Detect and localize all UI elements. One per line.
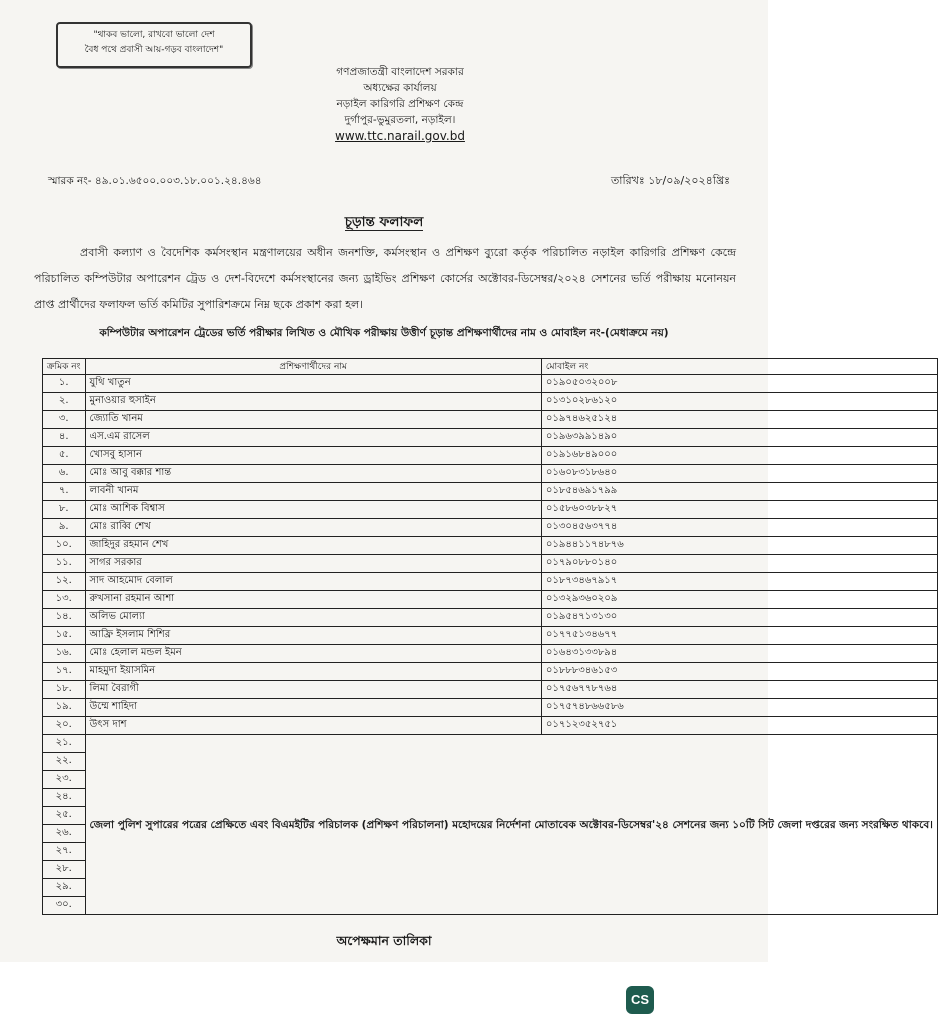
slogan-line-1: "থাকব ভালো, রাখবো ভালো দেশ (93, 30, 215, 40)
mobile-cell: ০১৫৮৬০৩৮৮২৭ (541, 501, 937, 519)
office-name: অধ্যক্ষের কার্যালয় (363, 82, 437, 94)
name-cell: আফ্রি ইসলাম শিশির (85, 627, 541, 645)
mobile-cell: ০১৬০৮৩১৮৬৪০ (541, 465, 937, 483)
page-title (0, 211, 768, 234)
serial-cell: ১২. (43, 573, 86, 591)
serial-cell: ১৯. (43, 699, 86, 717)
serial-cell: ৩. (43, 411, 86, 429)
mobile-cell: ০১৯৪৪১১৭৪৮৭৬ (541, 537, 937, 555)
mobile-cell: ০১৯৬৩৯৯১৪৯০ (541, 429, 937, 447)
table-row (43, 465, 938, 483)
serial-cell: ১. (43, 375, 86, 393)
mobile-cell: ০১৯৫৪৭১৩১৩০ (541, 609, 937, 627)
table-row (43, 483, 938, 501)
serial-cell: ১৪. (43, 609, 86, 627)
waiting-list-heading: অপেক্ষমান তালিকা (336, 933, 432, 948)
memo-number: স্মারক নং- ৪৯.০১.৬৫০০.০০৩.১৮.০০১.২৪.৪৬৪ (48, 175, 262, 187)
serial-cell: ৫. (43, 447, 86, 465)
name-cell: মোঃ রাব্বি শেখ (85, 519, 541, 537)
issue-date: তারিখঃ ১৮/০৯/২০২৪খ্রিঃ (611, 174, 730, 187)
table-subheading: কম্পিউটার অপারেশন ট্রেডের ভর্তি পরীক্ষার লিখিত ও মৌখিক পরীক্ষায় উত্তীর্ণ চূড়ান্ত প্রশিক্ষণার্থীদের নাম ও মোবাইল নং-(মেধাক্রমে নয়) (99, 327, 669, 339)
table-row (43, 555, 938, 573)
name-cell: মোঃ হেলাল মন্ডল ইমন (85, 645, 541, 663)
serial-cell: ১০. (43, 537, 86, 555)
serial-cell: ৬. (43, 465, 86, 483)
mobile-cell: ০১৭৫৭৪৮৬৬৫৮৬ (541, 699, 937, 717)
header-name: প্রশিক্ষণার্থীদের নাম (85, 359, 541, 375)
table-row (43, 429, 938, 447)
name-cell: মোঃ আশিক বিশ্বাস (85, 501, 541, 519)
table-header-row (43, 359, 938, 375)
table-row (43, 411, 938, 429)
camscanner-logo: CS (626, 986, 654, 1014)
mobile-cell: ০১৮৮৮৩৪৬১৫৩ (541, 663, 937, 681)
name-cell: উম্মে শাহিদা (85, 699, 541, 717)
government-name: গণপ্রজাতন্ত্রী বাংলাদেশ সরকার (336, 66, 464, 78)
name-cell: লিমা বৈরাগী (85, 681, 541, 699)
serial-cell: ২৮. (43, 861, 86, 879)
serial-cell: ২০. (43, 717, 86, 735)
table-row (43, 699, 938, 717)
header-serial: ক্রমিক নং (43, 359, 86, 375)
serial-cell: ২১. (43, 735, 86, 753)
institute-name: নড়াইল কারিগরি প্রশিক্ষণ কেন্দ্র (336, 98, 464, 110)
serial-cell: ১৫. (43, 627, 86, 645)
institute-address: দুর্গাপুর-ভুমুরতলা, নড়াইল। (344, 114, 456, 126)
serial-cell: ২৭. (43, 843, 86, 861)
table-row (43, 681, 938, 699)
reserved-seats-note: জেলা পুলিশ সুপারের পত্রের প্রেক্ষিতে এবং বিএমইটির পরিচালক (প্রশিক্ষণ পরিচালনা) মহোদয়ের নির্দেশনা মোতাবেক অক্টোবর-ডিসেম্বর'২৪ সেশনের জন্য ১০টি সিট জেলা দপ্তরের জন্য সংরক্ষিত থাকবে। (85, 735, 937, 915)
serial-cell: ২. (43, 393, 86, 411)
name-cell: এস.এম রাসেল (85, 429, 541, 447)
serial-cell: ১৮. (43, 681, 86, 699)
mobile-cell: ০১৭৫৬৭৭৮৭৬৪ (541, 681, 937, 699)
serial-cell: ২৩. (43, 771, 86, 789)
intro-paragraph: প্রবাসী কল্যাণ ও বৈদেশিক কর্মসংস্থান মন্ত্রণালয়ের অধীন জনশক্তি, কর্মসংস্থান ও প্রশিক্ষণ ব্যুরো কর্তৃক পরিচালিত নড়াইল কারিগরি প্রশিক্ষণ কেন্দ্রে পরিচালিত কম্পিউটার অপারেশন ট্রেড ও দেশ-বিদেশে কর্মসংস্থানের জন্য ড্রাইভিং প্রশিক্ষণ কোর্সের অক্টোবর-ডিসেম্বর/২০২৪ সেশনের ভর্তি পরীক্ষায় মনোনয়ন প্রাপ্ত প্রার্থীদের ফলাফল ভর্তি কমিটির সুপারিশক্রমে নিম্ন ছকে প্রকাশ করা হল। (34, 246, 736, 311)
serial-cell: ৩০. (43, 897, 86, 915)
serial-cell: ৮. (43, 501, 86, 519)
mobile-cell: ০১৩১০২৮৬১২০ (541, 393, 937, 411)
table-row (43, 645, 938, 663)
table-row (43, 519, 938, 537)
serial-cell: ৪. (43, 429, 86, 447)
mobile-cell: ০১৯১৬৮৪৯০০০ (541, 447, 937, 465)
mobile-cell: ০১৭৭৫১৩৪৬৭৭ (541, 627, 937, 645)
mobile-cell: ০১৬৪৩১৩৩৮৯৪ (541, 645, 937, 663)
table-row (43, 393, 938, 411)
mobile-cell: ০১৭৯০৮৮০১৪০ (541, 555, 937, 573)
mobile-cell: ০১৯৭৪৬২৫১২৪ (541, 411, 937, 429)
mobile-cell: ০১৩০৪৫৬৩৭৭৪ (541, 519, 937, 537)
table-row (43, 627, 938, 645)
results-table (42, 358, 938, 915)
table-row (43, 717, 938, 735)
serial-cell: ১৭. (43, 663, 86, 681)
website-link[interactable]: www.ttc.narail.gov.bd (335, 129, 465, 143)
mobile-cell: ০১৯০৫০৩২০০৮ (541, 375, 937, 393)
page-title-text: চূড়ান্ত ফলাফল (344, 214, 424, 230)
serial-cell: ২৫. (43, 807, 86, 825)
name-cell: মাহমুদা ইয়াসমিন (85, 663, 541, 681)
name-cell: খোসবু হাসান (85, 447, 541, 465)
name-cell: মুনাওয়ার হুসাইন (85, 393, 541, 411)
table-row (43, 591, 938, 609)
table-row (43, 537, 938, 555)
table-row (43, 447, 938, 465)
table-row (43, 573, 938, 591)
table-row (43, 375, 938, 393)
header-mobile: মোবাইল নং (541, 359, 937, 375)
name-cell: জ্যোতি খানম (85, 411, 541, 429)
name-cell: অলিভ মোল্যা (85, 609, 541, 627)
name-cell: মোঃ আবু বক্কার শান্ত (85, 465, 541, 483)
name-cell: লাবনী খানম (85, 483, 541, 501)
serial-cell: ১৬. (43, 645, 86, 663)
serial-cell: ২৯. (43, 879, 86, 897)
serial-cell: ৭. (43, 483, 86, 501)
slogan-line-2: বৈধ পথে প্রবাসী আয়-গড়ব বাংলাদেশ" (84, 45, 224, 55)
serial-cell: ২৬. (43, 825, 86, 843)
slogan-box (56, 22, 252, 68)
name-cell: উৎস দাশ (85, 717, 541, 735)
name-cell: জাহিদুর রহমান শেখ (85, 537, 541, 555)
name-cell: সাদ আহমোদ বেলাল (85, 573, 541, 591)
mobile-cell: ০১৭১২৩৫২৭৫১ (541, 717, 937, 735)
table-row (43, 501, 938, 519)
office-header (300, 64, 500, 144)
name-cell: সাগর সরকার (85, 555, 541, 573)
serial-cell: ২৪. (43, 789, 86, 807)
name-cell: যুথি খাতুন (85, 375, 541, 393)
serial-cell: ১৩. (43, 591, 86, 609)
table-row (43, 735, 938, 753)
serial-cell: ৯. (43, 519, 86, 537)
serial-cell: ১১. (43, 555, 86, 573)
name-cell: রুখসানা রহমান আশা (85, 591, 541, 609)
table-row (43, 663, 938, 681)
mobile-cell: ০১৩২৯৩৬০২০৯ (541, 591, 937, 609)
table-row (43, 609, 938, 627)
serial-cell: ২২. (43, 753, 86, 771)
mobile-cell: ০১৮৭৩৪৬৭৯১৭ (541, 573, 937, 591)
mobile-cell: ০১৮৫৪৬৯১৭৯৯ (541, 483, 937, 501)
